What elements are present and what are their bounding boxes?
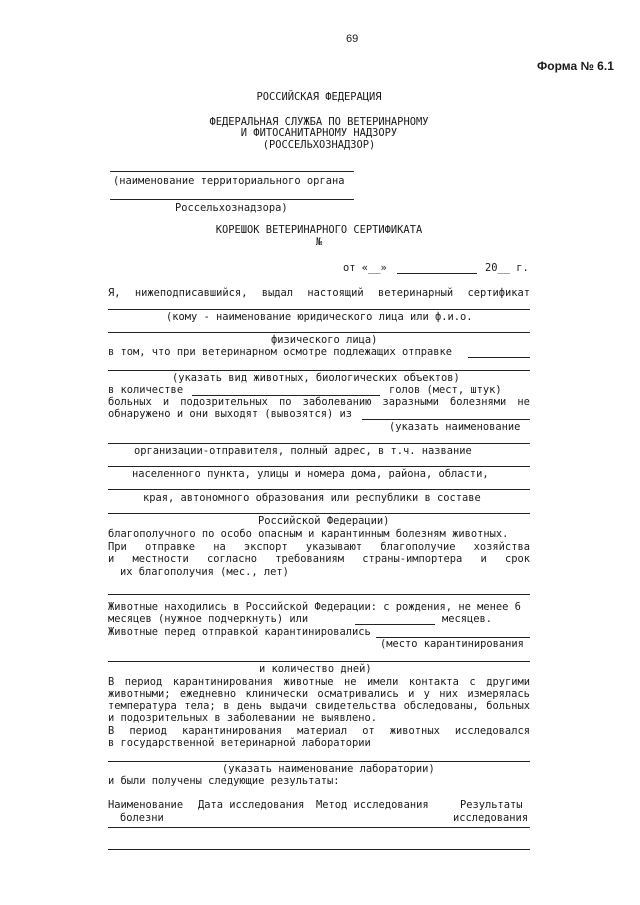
col-results-1: Результаты xyxy=(460,799,523,811)
kept-unit: месяцев. xyxy=(442,613,493,625)
rf-hint: Российской Федерации) xyxy=(258,515,390,527)
organ-hint-2: Россельхознадзора) xyxy=(175,202,288,214)
quantity-label: в количестве xyxy=(108,384,184,396)
region-hint: края, автономного образования или республики в составе xyxy=(143,492,481,504)
sick-line: больных и подозрительных по заболеванию заразными болезнями не xyxy=(108,396,530,408)
period-line-1: В период карантинирования животные не имели контакта с другими xyxy=(108,676,530,688)
lab-hint: (указать наименование лаборатории) xyxy=(222,763,435,775)
species-hint: (указать вид животных, биологических объектов) xyxy=(172,372,460,384)
period-line-3: температура тела; в день выдачи свидетельства обследованы, больных xyxy=(108,700,530,712)
kept-line-2: месяцев (нужное подчеркнуть) или xyxy=(108,613,309,625)
date-prefix: от «__» xyxy=(343,262,387,274)
lab-line-2: в государственной ветеринарной лаборатории xyxy=(108,737,371,749)
header-service: ФЕДЕРАЛЬНАЯ СЛУЖБА ПО ВЕТЕРИНАРНОМУ xyxy=(209,116,429,128)
species-line xyxy=(108,370,530,371)
wellbeing-text: благополучного по особо опасным и карантинным болезням животных. xyxy=(108,528,509,540)
found-text: обнаружено и они выходят (вывозятся) из xyxy=(108,408,352,420)
region-line xyxy=(108,489,530,490)
lab-name-line xyxy=(108,761,530,762)
col-disease-2: болезни xyxy=(120,812,164,824)
months-blank xyxy=(355,624,435,625)
table-header-rule xyxy=(108,827,530,828)
results-intro: и были получены следующие результаты: xyxy=(108,775,340,787)
document-title: КОРЕШОК ВЕТЕРИНАРНОГО СЕРТИФИКАТА xyxy=(215,224,423,236)
export-line-2: и местности согласно требованиям страны-импортера и срок xyxy=(108,553,530,565)
header-abbrev: (РОССЕЛЬХОЗНАДЗОР) xyxy=(262,139,376,151)
period-line-4: и подозрительных в заболевании не выявлено. xyxy=(108,712,377,724)
col-method: Метод исследования xyxy=(316,799,429,811)
days-line xyxy=(108,661,530,662)
header-country: РОССИЙСКАЯ ФЕДЕРАЦИЯ xyxy=(256,91,382,103)
month-blank xyxy=(397,273,477,274)
table-row-rule xyxy=(108,849,530,850)
physical-line xyxy=(108,332,530,333)
issued-line: Я, нижеподписавшийся, выдал настоящий ветеринарный сертификат xyxy=(108,287,530,299)
col-results-2: исследования xyxy=(453,812,529,824)
col-disease-1: Наименование xyxy=(108,799,184,811)
col-date: Дата исследования xyxy=(198,799,305,811)
kept-line-1: Животные находились в Российской Федерации: с рождения, не менее 6 xyxy=(108,601,521,613)
inspection-text: в том, что при ветеринарном осмотре подлежащих отправке xyxy=(108,346,453,358)
recipient-line xyxy=(108,309,530,310)
export-blank xyxy=(108,594,530,595)
place-hint: населенного пункта, улицы и номера дома, района, области, xyxy=(132,468,489,480)
days-hint: и количество дней) xyxy=(259,663,372,675)
export-line-1: При отправке на экспорт указывают благополучие хозяйства xyxy=(108,541,530,553)
place-line xyxy=(108,466,530,467)
found-blank xyxy=(362,419,530,420)
form-label: Форма № 6.1 xyxy=(537,59,614,73)
quarantine-place-hint: (место карантинирования xyxy=(380,638,524,650)
quantity-unit: голов (мест, штук) xyxy=(389,384,502,396)
org-hint: организации-отправителя, полный адрес, в т.ч. название xyxy=(134,445,472,457)
org-line xyxy=(108,443,530,444)
organ-line-1 xyxy=(110,171,354,172)
date-year: 20__ г. xyxy=(485,262,529,274)
name-hint: (указать наименование xyxy=(389,421,521,433)
lab-line-1: В период карантинирования материал от животных исследовался xyxy=(108,725,530,737)
organ-hint-1: (наименование территориального органа xyxy=(113,175,345,187)
page-number: 69 xyxy=(346,33,359,45)
physical-hint: физического лица) xyxy=(271,334,378,346)
period-line-2: животными; ежедневно клинически осматривались и у них измерялась xyxy=(108,688,530,700)
rf-line xyxy=(108,513,530,514)
number-sign: № xyxy=(316,236,323,248)
quarantine-text: Животные перед отправкой карантинировались xyxy=(108,626,371,638)
recipient-hint: (кому - наименование юридического лица или ф.и.о. xyxy=(166,311,473,323)
header-service-2: И ФИТОСАНИТАРНОМУ НАДЗОРУ xyxy=(240,127,398,139)
inspection-blank xyxy=(468,357,530,358)
export-line-3: их благополучия (мес., лет) xyxy=(120,566,289,578)
organ-line-2 xyxy=(110,199,354,200)
